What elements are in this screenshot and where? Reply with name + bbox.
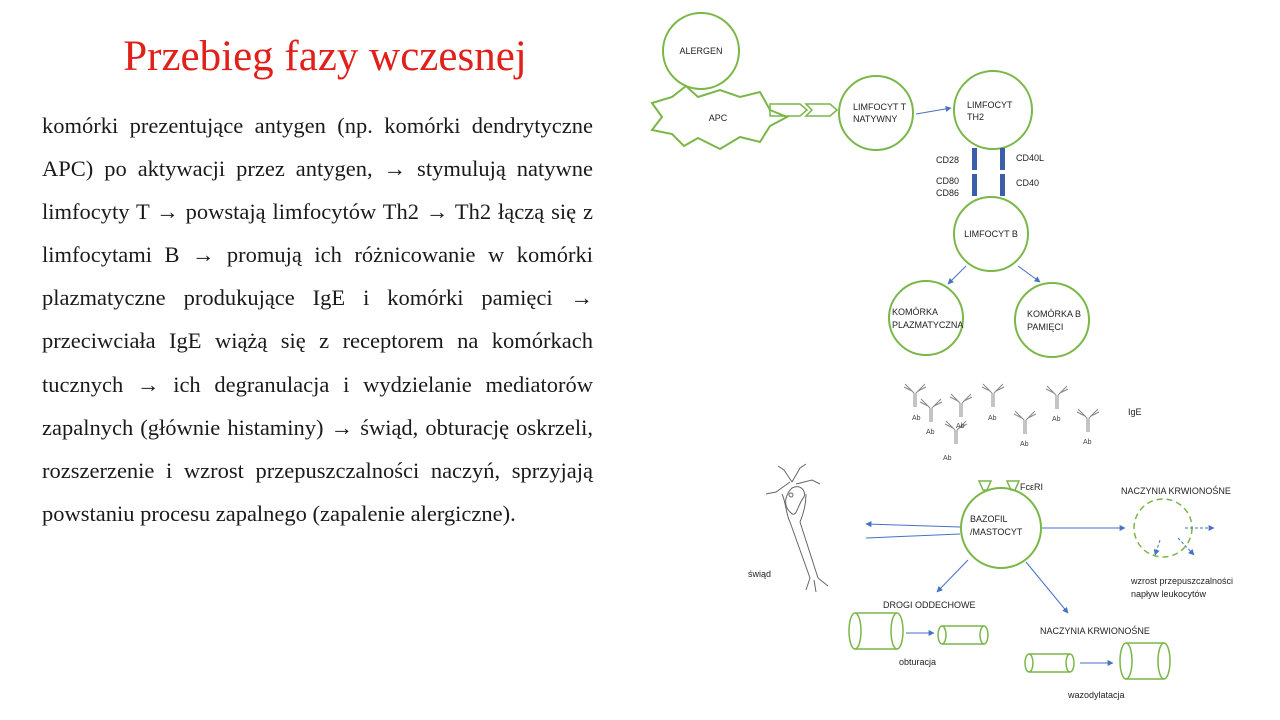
chevron-arrow-1 [770,104,807,116]
memory-label-2: PAMIĘCI [1027,322,1064,332]
th2-label-1: LIMFOCYT [967,100,1013,110]
fc-receptor-icon [979,481,991,490]
th2-cell [954,71,1032,149]
plasma-cell [889,281,963,355]
arrow-b-to-memory [1018,266,1040,282]
arrow-basophil-to-itch [866,524,960,527]
basophil-label-2: /MASTOCYT [970,527,1023,537]
allergen-label: ALERGEN [679,46,723,56]
fceri-label: FcεRI [1020,482,1044,492]
antibody-icon [1014,411,1036,434]
itch-label: świąd [748,569,772,579]
b-cell-label: LIMFOCYT B [964,229,1018,239]
chevron-arrow-2 [806,104,837,116]
plasma-label-1: KOMÓRKA [892,307,939,317]
antibody-icon [1046,386,1068,409]
receptor-cd40l [1000,148,1005,170]
ab-label: Ab [912,415,921,422]
antibody-group [904,384,1099,462]
th2-label-2: TH2 [967,112,985,122]
ab-label: Ab [956,423,965,430]
slide-title: Przebieg fazy wczesnej [123,33,527,80]
arrow-b-to-plasma [948,266,966,284]
naive-t-cell [839,76,913,150]
memory-b-cell [1015,283,1089,357]
obstruction-label: obturacja [899,657,937,667]
neuron-icon [766,464,828,592]
leukocyte-arrow [1178,538,1194,555]
vessel-narrow-tube [1025,654,1074,672]
ab-label: Ab [1052,416,1061,423]
airways-label: DROGI ODDECHOWE [883,600,976,610]
airway-narrow-tube [938,626,988,644]
vessel-wide-tube [1120,643,1170,679]
ab-label: Ab [926,429,935,436]
cd86-label: CD86 [936,188,960,198]
arrow-basophil-left-2 [866,534,960,538]
cd40-label: CD40 [1016,178,1040,188]
naive-t-label-1: LIMFOCYT T [853,102,907,112]
permeability-label-2: napływ leukocytów [1131,589,1207,599]
antibody-icon [982,384,1004,407]
memory-label-1: KOMÓRKA B [1027,309,1082,319]
cd28-label: CD28 [936,155,960,165]
basophil-label-1: BAZOFIL [970,514,1008,524]
antibody-icon [1077,409,1099,432]
cd80-label: CD80 [936,176,960,186]
cd40l-label: CD40L [1016,153,1045,163]
apc-label: APC [708,113,728,123]
ige-label: IgE [1128,407,1142,417]
permeability-label-1: wzrost przepuszczalności [1131,576,1234,586]
ab-label: Ab [988,415,997,422]
leukocyte-arrow [1155,540,1160,555]
ab-label: Ab [1083,439,1092,446]
receptor-cd40 [1000,174,1005,196]
vessel-dashed-circle [1134,499,1192,557]
airway-wide-tube [849,613,903,649]
antibody-icon [950,394,972,417]
vessels-bottom-label: NACZYNIA KRWIONOŚNE [1040,626,1150,636]
ab-label: Ab [1020,441,1029,448]
vasodilation-label: wazodylatacja [1068,690,1125,700]
ab-label: Ab [943,455,952,462]
arrow-t-to-th2 [916,108,951,114]
vessels-top-label: NACZYNIA KRWIONOŚNE [1121,486,1231,496]
naive-t-label-2: NATYWNY [853,114,898,124]
arrow-basophil-to-vasodilation [1026,562,1068,613]
plasma-label-2: PLAZMATYCZNA [892,320,964,330]
arrow-basophil-to-airways [937,560,968,592]
receptor-cd80 [972,174,977,196]
receptor-cd28 [972,148,977,170]
body-text: komórki prezentujące antygen (np. komórki dendrytyczne APC) po aktywacji przez antygen, → stymulują natywne limfocyty T → powstają limfocytów Th2 → Th2 łączą się z limfocytami B → promują ich różnicowanie w komórki plazmatyczne produkujące IgE i komórki pamięci → przeciwciała IgE wiążą się z receptorem na komórkach tucznych → ich degranulacja i wydzielanie mediatorów zapalnych (głównie histaminy) → świąd, obturację oskrzeli, rozszerzenie i wzrost przepuszczalności naczyń, sprzyjają powstaniu procesu zapalnego (zapalenie alergiczne). [42,113,593,526]
antibody-icon [920,399,942,422]
